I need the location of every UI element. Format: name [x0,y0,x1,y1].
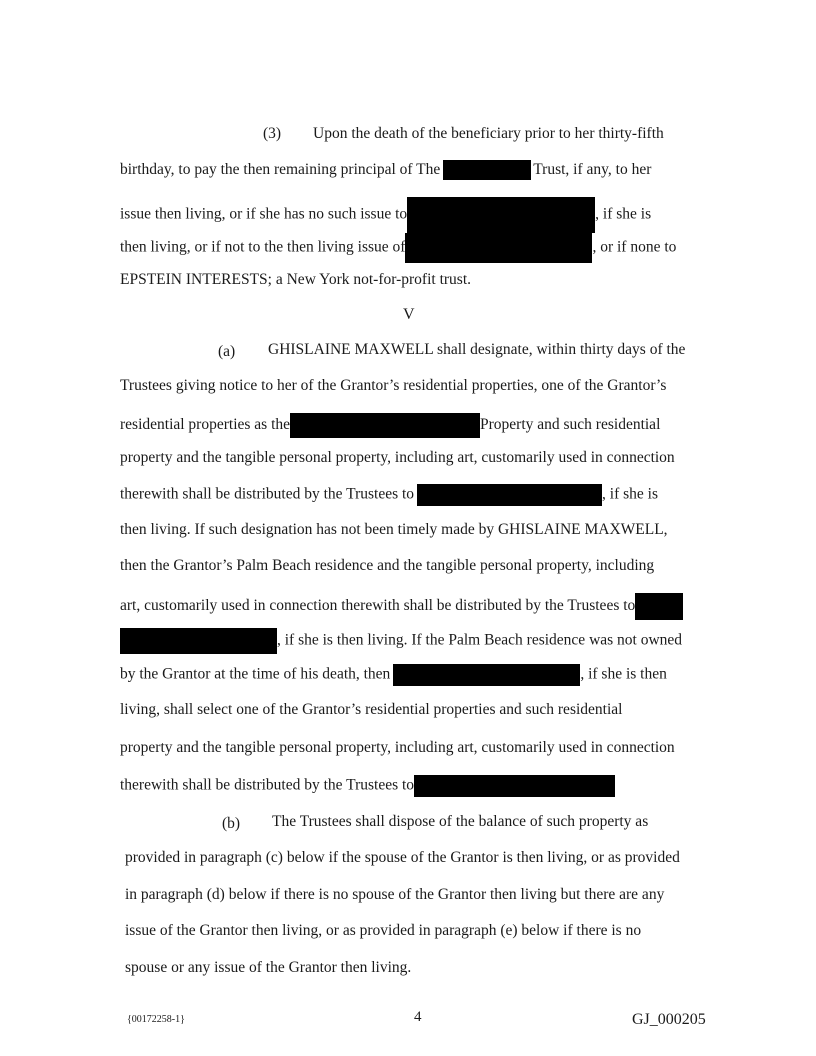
redaction-block [393,664,580,686]
text-line: by the Grantor at the time of his death, then , if she is then [120,664,667,686]
para-number-b: (b) [222,815,241,832]
text-line: Upon the death of the beneficiary prior to her thirty-fifth [313,125,664,142]
text-line: provided in paragraph (c) below if the spouse of the Grantor is then living, or as provided [125,849,680,866]
text-line: then living, or if not to the then living issue of , or if none to [120,233,676,263]
page-number: 4 [414,1009,422,1025]
text-line: art, customarily used in connection therewith shall be distributed by the Trustees to [120,593,683,620]
redaction-block [290,413,480,438]
text-line: therewith shall be distributed by the Trustees to , if she is [120,484,658,506]
redaction-block [414,775,615,797]
text-line: GHISLAINE MAXWELL shall designate, within thirty days of the [268,341,686,358]
text-line: property and the tangible personal property, including art, customarily used in connection [120,739,675,756]
text-line: therewith shall be distributed by the Trustees to [120,775,615,797]
text-line: then living. If such designation has not been timely made by GHISLAINE MAXWELL, [120,521,668,538]
redaction-block [635,593,683,620]
text-line: spouse or any issue of the Grantor then living. [125,959,412,976]
redaction-block [443,160,531,180]
para-number-a: (a) [218,343,236,360]
text-line: , if she is then living. If the Palm Beach residence was not owned [120,628,682,654]
text-line: Trustees giving notice to her of the Grantor’s residential properties, one of the Grantor’s [120,377,667,394]
document-id: {00172258-1} [127,1014,185,1025]
text-line: issue then living, or if she has no such issue to , if she is [120,197,651,233]
redaction-block [120,628,277,654]
redaction-block [417,484,602,506]
text-line: in paragraph (d) below if there is no spouse of the Grantor then living but there are any [125,886,665,903]
text-line: EPSTEIN INTERESTS; a New York not-for-profit trust. [120,271,471,288]
para-number-3: (3) [263,125,282,142]
text-line: The Trustees shall dispose of the balance of such property as [272,813,649,830]
text-line: property and the tangible personal property, including art, customarily used in connection [120,449,675,466]
text-line: birthday, to pay the then remaining principal of The Trust, if any, to her [120,160,651,180]
bates-number: GJ_000205 [632,1011,706,1028]
text-line: residential properties as the Property and such residential [120,413,660,438]
redaction-block [405,233,592,263]
redaction-block [407,197,595,233]
section-heading: V [403,306,415,323]
text-line: issue of the Grantor then living, or as provided in paragraph (e) below if there is no [125,922,642,939]
text-line: then the Grantor’s Palm Beach residence and the tangible personal property, including [120,557,655,574]
text-line: living, shall select one of the Grantor’s residential properties and such residential [120,701,623,718]
